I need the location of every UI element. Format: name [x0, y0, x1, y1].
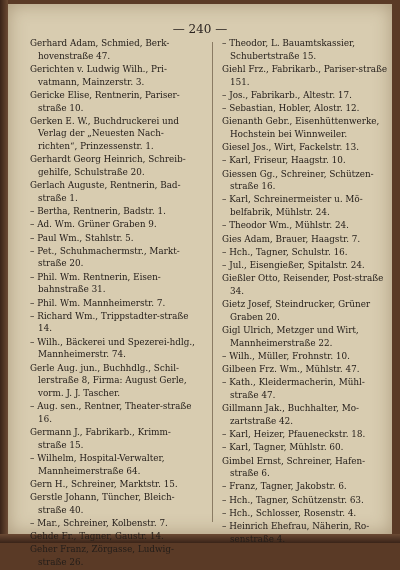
directory-entry: – Hch., Schlosser, Rosenstr. 4. [222, 508, 357, 519]
directory-entry: Gies Adam, Brauer, Haagstr. 7. [222, 234, 361, 245]
directory-entry: – Hch., Tagner, Schützenstr. 63. [222, 495, 364, 506]
directory-entry: – Jos., Fabrikarb., Altestr. 17. [222, 90, 352, 101]
directory-entry: – Wilh., Müller, Frohnstr. 10. [222, 351, 350, 362]
directory-entry: Gietz Josef, Steindrucker, Grüner Graben 20. [222, 300, 371, 323]
directory-entry: – Karl, Friseur, Haagstr. 10. [222, 156, 346, 167]
directory-entry: – Karl, Schreinermeister u. Mö-belfabrik, Mühlstr. 24. [222, 195, 363, 219]
directory-entry: – Karl, Tagner, Mühlstr. 60. [222, 443, 344, 454]
directory-entry: – Karl, Heizer, Pfaueneckstr. 18. [222, 430, 366, 441]
directory-entry: Gericke Elise, Rentnerin, Pariser-straße 10. [30, 90, 180, 114]
directory-entry: Gimbel Ernst, Schreiner, Hafen-straße 6. [222, 456, 366, 480]
directory-entry: Gerichten v. Ludwig Wilh., Pri-vatmann, Mainzerstr. 3. [30, 64, 167, 88]
directory-entry: Gerlach Auguste, Rentnerin, Bad-straße 1. [30, 181, 181, 204]
directory-entry: Gerhard Adam, Schmied, Berk-hovenstraße 47. [30, 39, 170, 62]
directory-entry: – Hch., Tagner, Schulstr. 16. [222, 247, 348, 258]
directory-entry: – Sebastian, Hobler, Alostr. 12. [222, 104, 360, 115]
directory-entry: – Franz, Tagner, Jakobstr. 6. [222, 482, 347, 493]
directory-entry: – Heinrich Ehefrau, Näherin, Ro-senstraße 4. [222, 522, 370, 545]
directory-entry: Germann J., Fabrikarb., Krimm-straße 15. [30, 428, 171, 451]
directory-entry: – Aug. sen., Rentner, Theater-straße 16. [30, 402, 192, 425]
directory-entry: Gerhardt Georg Heinrich, Schreib-gehilfe, Schulstraße 20. [30, 155, 186, 179]
directory-entry: – Wilhelm, Hospital-Verwalter, Mannheimerstraße 64. [30, 454, 165, 477]
directory-entry: – Wilh., Bäckerei und Spezerei-hdlg., Mannheimerstr. 74. [30, 337, 195, 361]
directory-entry: Gerstle Johann, Tüncher, Bleich-straße 40. [30, 493, 175, 516]
directory-entry: – Bertha, Rentnerin, Badstr. 1. [30, 207, 166, 218]
directory-entry: – Kath., Kleidermacherin, Mühl-straße 47. [222, 378, 365, 401]
directory-entry: Giehl Frz., Fabrikarb., Pariser-straße 151. [222, 64, 388, 88]
column-divider [212, 42, 213, 522]
left-column [30, 38, 198, 570]
directory-entry: – Phil. Wm. Rentnerin, Eisen-bahnstraße 31. [30, 272, 161, 296]
directory-entry: Giessen Gg., Schreiner, Schützen-straße 16. [222, 169, 374, 193]
directory-entry: – Theodor, L. Bauamtskassier, Schubertstraße 15. [222, 39, 356, 62]
directory-entry: – Jul., Eisengießer, Spitalstr. 24. [222, 260, 365, 271]
directory-entry: Gienanth Gebr., Eisenhüttenwerke, Hochstein bei Winnweiler. [222, 117, 380, 140]
directory-entry: Gillmann Jak., Buchhalter, Mo-zartstraße 42. [222, 404, 359, 427]
directory-entry: Gießler Otto, Reisender, Post-straße 34. [222, 274, 384, 297]
directory-entry: – Pet., Schuhmachermstr., Markt-straße 20. [30, 246, 180, 270]
directory-entry: Gerken E. W., Buchdruckerei und Verlag der „Neuesten Nach-richten“, Prinzessenstr. 1. [30, 116, 180, 153]
directory-entry: – Ad. Wm. Grüner Graben 9. [30, 220, 157, 231]
directory-entry: Gerle Aug. jun., Buchhdlg., Schil-lerstraße 8, Firma: August Gerle, vorm. J. J. Tascher. [30, 363, 187, 399]
directory-entry: Gilbeen Frz. Wm., Mühlstr. 47. [222, 365, 360, 376]
directory-entry: – Mar., Schreiner, Kolbenstr. 7. [30, 519, 168, 530]
book-spine-edge [0, 0, 8, 543]
directory-entry: – Phil. Wm. Mannheimerstr. 7. [30, 298, 166, 309]
directory-entry: Giesel Jos., Wirt, Fackelstr. 13. [222, 143, 360, 154]
directory-page [8, 4, 392, 569]
right-column [222, 38, 390, 547]
directory-entry: Geher Franz, Zörgasse, Ludwig-straße 26. [30, 545, 174, 569]
directory-entry: Gehde Fr., Tagner, Gaustr. 14. [30, 532, 164, 543]
directory-entry: – Paul Wm., Stahlstr. 5. [30, 233, 134, 244]
directory-entry: – Theodor Wm., Mühlstr. 24. [222, 221, 349, 232]
directory-entry: Gern H., Schreiner, Marktstr. 15. [30, 479, 178, 490]
directory-entry: Gigl Ulrich, Metzger und Wirt, Mannheimerstraße 22. [222, 325, 359, 349]
page-number: — 240 — [172, 22, 228, 36]
directory-entry: – Richard Wm., Trippstadter-straße 14. [30, 311, 189, 335]
